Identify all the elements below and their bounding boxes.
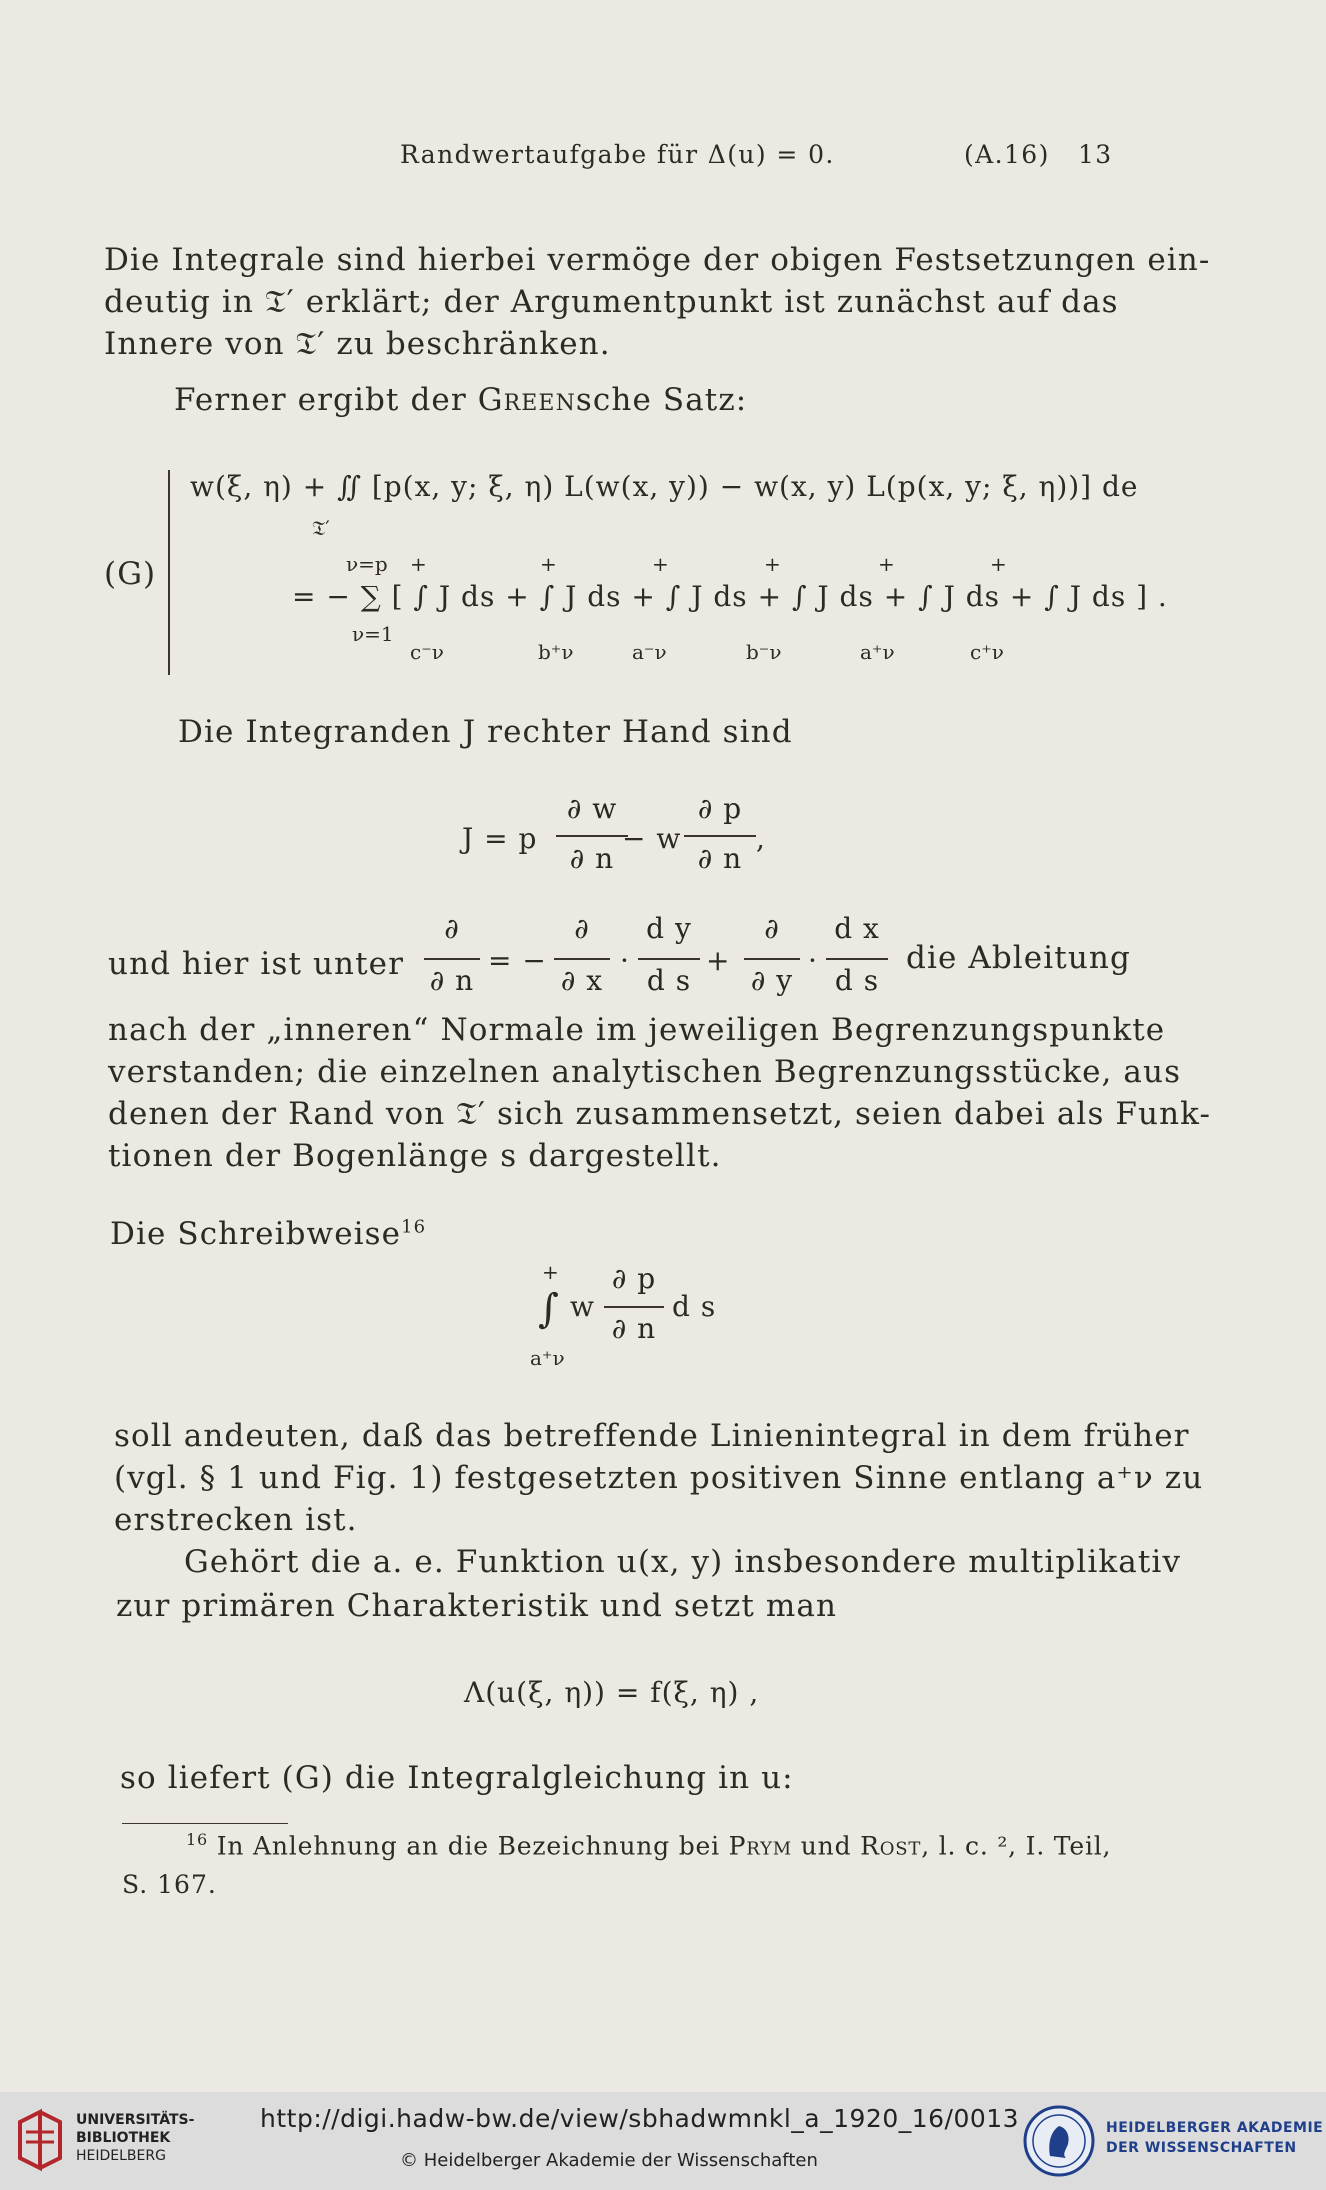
paragraph-line: erstrecken ist. [114, 1502, 358, 1538]
plus-sign: + [706, 944, 731, 977]
fraction-bar [826, 958, 888, 960]
text-run: und [792, 1831, 861, 1861]
lower-limit: a⁺ν [860, 640, 895, 664]
text-run: Die Schreibweise [110, 1216, 402, 1252]
footnote-line: S. 167. [122, 1870, 217, 1899]
upper-limit: + [540, 552, 557, 576]
lower-limit: c⁻ν [410, 640, 444, 664]
fraction-denominator: d s [646, 964, 692, 997]
fraction-bar [554, 958, 610, 960]
upper-limit: + [878, 552, 895, 576]
fraction-numerator: ∂ p [611, 1262, 657, 1295]
academy-name-line: HEIDELBERGER AKADEMIE [1106, 2120, 1324, 2136]
fraction-denominator: ∂ n [611, 1312, 657, 1345]
fraction-denominator: ∂ n [429, 964, 475, 997]
paragraph-line: verstanden; die einzelnen analytischen Begrenzungsstücke, aus [108, 1054, 1182, 1090]
equation-lambda: Λ(u(ξ, η)) = f(ξ, η) , [464, 1676, 760, 1709]
multiply-dot: · [620, 944, 630, 977]
equation-brace [168, 470, 170, 675]
equation-j-minus: − w [622, 822, 682, 855]
permalink-url[interactable]: http://digi.hadw-bw.de/view/sbhadwmnkl_a_1920_16/0013 [260, 2104, 1020, 2133]
paragraph-line: die Ableitung [906, 940, 1131, 976]
section-number: (A.16) [964, 140, 1050, 169]
text-run: In Anlehnung an die Bezeichnung bei [216, 1831, 729, 1861]
library-logo-icon [14, 2108, 66, 2172]
footnote-number: 16 [186, 1830, 208, 1849]
paragraph-line: Die Integranden J rechter Hand sind [178, 714, 793, 750]
paragraph-line: deutig in 𝔗′ erklärt; der Argumentpunkt ist zunächst auf das [104, 284, 1119, 320]
paragraph-line: Die Integrale sind hierbei vermöge der obigen Festsetzungen ein- [104, 242, 1211, 278]
equals-minus: = − [488, 944, 547, 977]
upper-limit: + [652, 552, 669, 576]
author-name-rost: Rost [860, 1831, 922, 1861]
lower-limit: c⁺ν [970, 640, 1004, 664]
paragraph-line: Innere von 𝔗′ zu beschränken. [104, 326, 611, 362]
equation-j-lhs: J = p [462, 822, 538, 855]
footnote-marker: 16 [401, 1216, 427, 1238]
integrand-w: w [570, 1290, 595, 1323]
footnote-line [186, 1830, 1111, 1860]
paragraph-line: zur primären Charakteristik und setzt man [116, 1588, 838, 1624]
paragraph-line: so liefert (G) die Integralgleichung in u: [120, 1760, 794, 1796]
fraction-numerator: d x [834, 912, 880, 945]
library-name-line: UNIVERSITÄTS- [76, 2112, 195, 2128]
library-name-line: HEIDELBERG [76, 2148, 166, 2164]
fraction-bar [604, 1306, 664, 1308]
fraction-bar [638, 958, 700, 960]
paragraph-line: nach der „inneren“ Normale im jeweiligen Begrenzungspunkte [108, 1012, 1166, 1048]
lower-limit: b⁻ν [746, 640, 782, 664]
fraction-numerator: d y [646, 912, 692, 945]
lower-limit: a⁻ν [632, 640, 667, 664]
equation-g-domain: 𝔗′ [312, 516, 330, 540]
academy-name-line: DER WISSENSCHAFTEN [1106, 2140, 1297, 2156]
library-name-line: BIBLIOTHEK [76, 2130, 171, 2146]
fraction-numerator: ∂ p [697, 792, 743, 825]
paragraph-line: Gehört die a. e. Funktion u(x, y) insbesondere multiplikativ [184, 1544, 1182, 1580]
fraction-denominator: ∂ n [569, 842, 615, 875]
fraction-bar [684, 835, 756, 837]
fraction-numerator: ∂ [764, 912, 780, 945]
fraction-numerator: ∂ [574, 912, 590, 945]
upper-limit: + [990, 552, 1007, 576]
upper-limit: + [410, 552, 427, 576]
equation-g-line-2: = − ∑ [ ∫ J ds + ∫ J ds + ∫ J ds + ∫ J ds + ∫ J ds + ∫ J ds ] . [292, 580, 1168, 613]
text-run: , l. c. ², I. Teil, [921, 1831, 1112, 1861]
running-title: Randwertaufgabe für Δ(u) = 0. [400, 140, 835, 169]
fraction-numerator: ∂ w [566, 792, 618, 825]
paragraph-line: (vgl. § 1 und Fig. 1) festgesetzten positiven Sinne entlang a⁺ν zu [114, 1460, 1204, 1496]
equation-g-sum-upper: ν=p [346, 552, 388, 576]
page-number: 13 [1078, 140, 1113, 169]
multiply-dot: · [808, 944, 818, 977]
copyright-notice: © Heidelberger Akademie der Wissenschaften [400, 2150, 818, 2171]
text-run: Ferner ergibt der [174, 382, 478, 418]
fraction-denominator: ∂ x [560, 964, 604, 997]
footnote-rule [122, 1823, 288, 1824]
fraction-bar [556, 835, 628, 837]
text-run: sche Satz: [575, 382, 748, 418]
paragraph-line: tionen der Bogenlänge s dargestellt. [108, 1138, 722, 1174]
viewer-footer [0, 2092, 1326, 2190]
academy-seal-icon [1022, 2104, 1096, 2178]
paragraph-line [110, 1216, 426, 1252]
equation-label: (G) [104, 556, 157, 592]
paragraph-line: und hier ist unter [108, 946, 405, 982]
paragraph-line [174, 382, 747, 418]
fraction-denominator: ∂ y [750, 964, 794, 997]
upper-limit: + [542, 1260, 559, 1284]
equation-g-sum-lower: ν=1 [352, 622, 394, 646]
integral-sign: ∫ [538, 1286, 560, 1332]
author-name-green: Green [477, 382, 576, 418]
fraction-denominator: d s [834, 964, 880, 997]
fraction-bar [424, 958, 480, 960]
integrand-ds: d s [672, 1290, 717, 1323]
author-name-prym: Prym [728, 1831, 793, 1861]
equation-j-comma: , [756, 822, 766, 855]
lower-limit: b⁺ν [538, 640, 574, 664]
lower-limit: a⁺ν [530, 1346, 565, 1370]
fraction-numerator: ∂ [444, 912, 460, 945]
fraction-bar [744, 958, 800, 960]
upper-limit: + [764, 552, 781, 576]
paragraph-line: denen der Rand von 𝔗′ sich zusammensetzt, seien dabei als Funk- [108, 1096, 1212, 1132]
fraction-denominator: ∂ n [697, 842, 743, 875]
paragraph-line: soll andeuten, daß das betreffende Linienintegral in dem früher [114, 1418, 1190, 1454]
equation-g-line-1: w(ξ, η) + ∬ [p(x, y; ξ, η) L(w(x, y)) − w(x, y) L(p(x, y; ξ, η))] de [190, 470, 1139, 503]
